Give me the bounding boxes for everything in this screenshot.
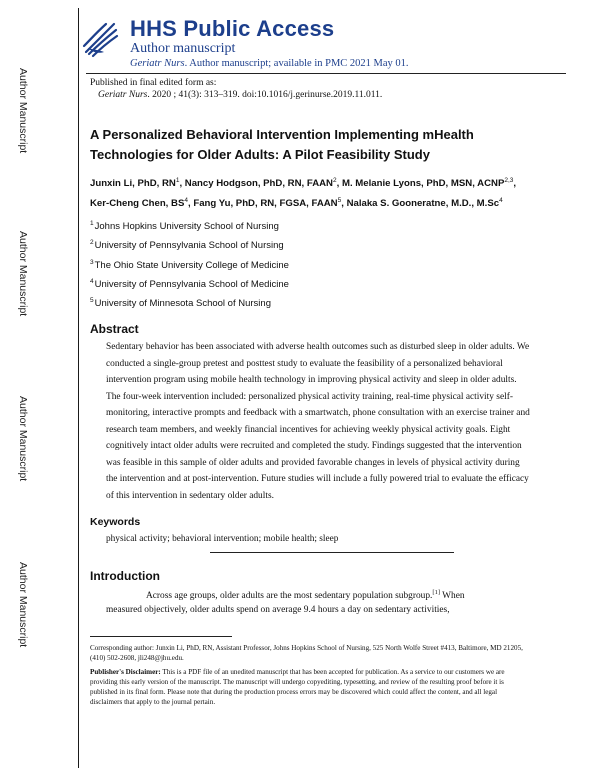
introduction-heading: Introduction	[90, 569, 160, 583]
availability-line	[130, 58, 409, 69]
publisher-disclaimer	[90, 667, 530, 707]
corresponding-author-note: Corresponding author: Junxin Li, PhD, RN, Assistant Professor, Johns Hopkins School of Nursing, 525 North Wolfe Street #413, Baltimore, MD 21205, (410) 502-2608, jli248@jhu.edu.	[90, 644, 523, 662]
author: Nancy Hodgson, PhD, RN, FAAN$^2$,	[184, 177, 342, 190]
abstract-heading: Abstract	[90, 322, 139, 336]
affiliation: $^3$The Ohio State University College of Medicine	[90, 259, 289, 272]
affiliation: $^2$University of Pennsylvania School of Nursing	[90, 239, 284, 252]
author: Junxin Li, PhD, $RN^1$,	[90, 177, 185, 190]
published-label: Published in final edited form as:	[90, 78, 217, 88]
citation-line	[98, 90, 382, 100]
keywords-heading: Keywords	[90, 516, 141, 528]
article-title: A Personalized Behavioral Intervention Implementing mHealth Technologies for Older Adults: A Pilot Feasibility Study	[90, 127, 474, 162]
keywords-divider	[210, 552, 454, 553]
hhs-public-access-title: HHS Public Access	[130, 16, 335, 41]
disclaimer-label: Publisher's Disclaimer:	[90, 668, 161, 676]
author: Ker-Cheng Chen, $BS^4$,	[90, 197, 194, 210]
availability-text: . Author manuscript; available in PMC 2021 May 01.	[184, 58, 409, 69]
affiliation: $^5$University of Minnesota School of Nursing	[90, 297, 271, 310]
side-label-author-manuscript: Author Manuscript	[17, 562, 29, 648]
abstract-text: Sedentary behavior has been associated with adverse health outcomes such as disturbed sleep in older adults. We conducted a single-group pretest and posttest study to evaluate the feasibility of a personalized behavioral intervention program using mobile health technology in improving physical activity and sleep in older adults. The four-week intervention included: personalized physical activity training, real-time physical activity self-monitoring, interactive prompts and feedback with a smartwatch, phone consultation with an exercise trainer and research team members, and weekly financial incentives for achieving weekly physical activity goals. Eight cognitively intact older adults were recruited and completed the study. Findings suggested that the intervention was feasible in this sample of older adults and provided favorable changes in levels of physical activity during the intervention and at post-intervention. Future studies will include a fully powered trial to evaluate the efficacy of this intervention in sedentary older adults.	[106, 342, 530, 501]
author: Fang Yu, PhD, RN, FGSA, FAAN$^5$,	[193, 197, 347, 210]
side-label-author-manuscript: Author Manuscript	[17, 396, 29, 482]
citation-journal: Geriatr Nurs	[98, 90, 148, 100]
header-divider	[86, 73, 566, 74]
side-label-author-manuscript: Author Manuscript	[17, 68, 29, 154]
margin-rule	[78, 8, 79, 768]
author-manuscript-subtitle: Author manuscript	[130, 41, 236, 56]
affiliation: $^1$Johns Hopkins University School of Nursing	[90, 220, 279, 233]
citation-ref[interactable]: [1]	[432, 589, 440, 596]
introduction-line: Across age groups, older adults are the most sedentary population subgroup.[1] When	[146, 589, 465, 602]
side-label-author-manuscript: Author Manuscript	[17, 231, 29, 317]
hhs-eagle-logo-icon	[80, 18, 120, 60]
keywords-text: physical activity; behavioral intervention; mobile health; sleep	[106, 534, 339, 544]
footnote-divider	[90, 636, 232, 637]
disclaimer-text: This is a PDF file of an unedited manuscript that has been accepted for publication. As a service to our customers we are providing this early version of the manuscript. The manuscript will undergo copyediting, typesetting, and review of the resulting proof before it is published in its final form. Please note that during the production process errors may be discovered which could affect the content, and all legal disclaimers that apply to the journal pertain.	[90, 668, 505, 706]
author: Nalaka S. Gooneratne, M.D., M.Sc$^4$	[346, 197, 503, 210]
author: M. Melanie Lyons, PhD, MSN, ACNP$^{2,3}$,	[341, 177, 517, 190]
author-list	[90, 172, 520, 212]
citation-text: . 2020 ; 41(3): 313–319. doi:10.1016/j.gerinurse.2019.11.011.	[147, 90, 383, 100]
affiliation: $^4$University of Pennsylvania School of Medicine	[90, 278, 289, 291]
availability-journal: Geriatr Nurs	[130, 58, 185, 69]
introduction-line: measured objectively, older adults spend on average 9.4 hours a day on sedentary activities,	[106, 605, 450, 615]
